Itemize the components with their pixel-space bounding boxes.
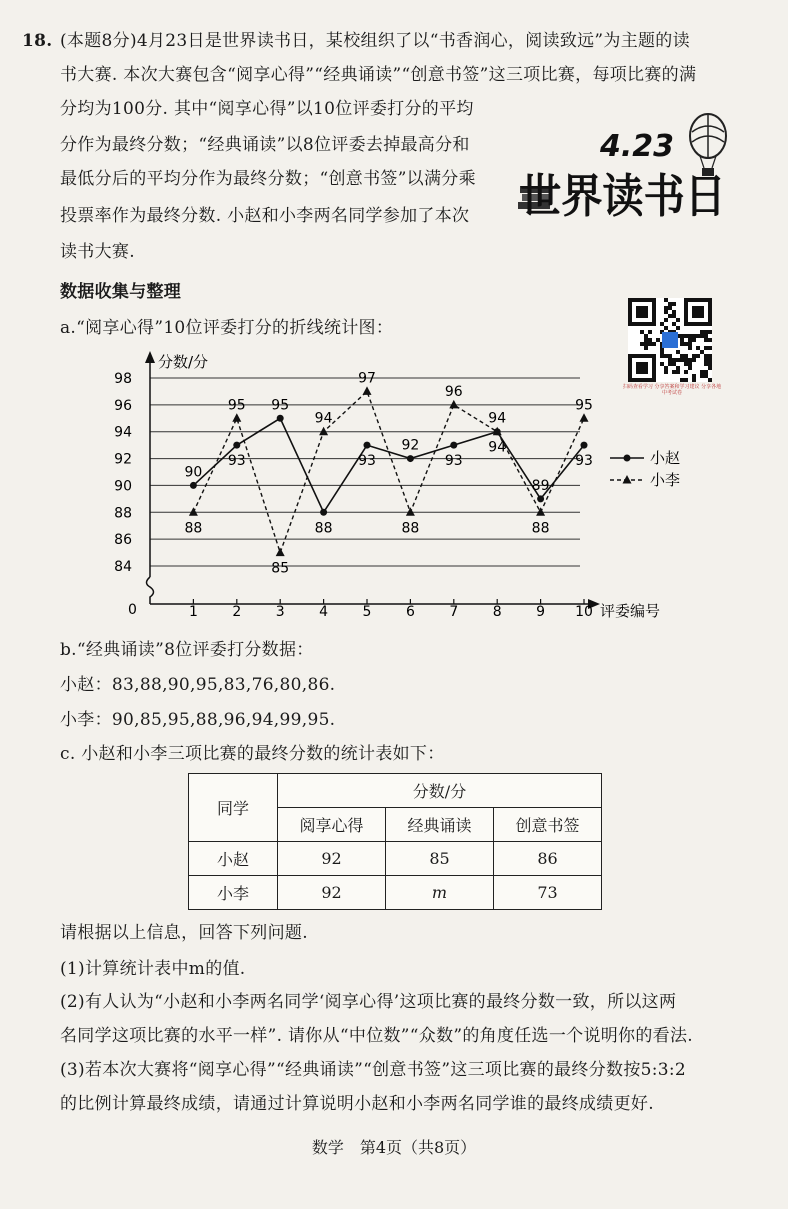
point-li	[276, 548, 285, 557]
qr-module	[704, 338, 708, 342]
qr-module	[680, 334, 684, 338]
point-li	[363, 386, 372, 395]
qr-module	[708, 346, 712, 350]
question-3-line-1: (3)若本次大赛将“阅享心得”“经典诵读”“创意书签”这三项比赛的最终分数按5:3:2	[60, 1060, 687, 1080]
data-label-li: 85	[271, 560, 290, 577]
data-label-zhao: 94	[488, 410, 507, 427]
qr-module	[708, 330, 712, 334]
score-cell: m	[386, 876, 494, 910]
point-zhao	[320, 509, 327, 516]
data-label-zhao: 93	[575, 453, 593, 470]
part-b-zhao-scores: 小赵：83,88,90,95,83,76,80,86.	[60, 675, 336, 695]
point-li	[580, 413, 589, 422]
point-zhao	[277, 415, 284, 422]
questions-prompt: 请根据以上信息，回答下列问题.	[60, 923, 308, 943]
intro-line-6: 投票率作为最终分数. 小赵和小李两名同学参加了本次	[60, 206, 470, 226]
data-label-li: 95	[227, 397, 246, 414]
page-footer: 数学 第4页（共8页）	[311, 1138, 477, 1157]
axis-break	[147, 577, 154, 604]
y-axis-label: 分数/分	[158, 353, 209, 371]
point-li	[319, 427, 328, 436]
qr-module	[680, 338, 684, 342]
part-b-li-scores: 小李：90,85,95,88,96,94,99,95.	[60, 710, 336, 730]
intro-line-4: 分作为最终分数；“经典诵读”以8位评委去掉最高分和	[60, 135, 470, 155]
qr-module	[660, 322, 664, 326]
score-table	[188, 773, 602, 910]
score-cell: 85	[386, 842, 494, 876]
qr-module	[644, 338, 648, 342]
point-zhao	[364, 442, 371, 449]
y-axis-arrow	[145, 351, 155, 363]
y-tick-label: 98	[114, 371, 132, 387]
group-header-cell: 分数/分	[278, 774, 602, 808]
student-name-cell: 小李	[189, 876, 278, 910]
point-zhao	[407, 455, 414, 462]
qr-module	[704, 346, 708, 350]
data-label-zhao: 90	[184, 464, 203, 481]
qr-module	[708, 362, 712, 366]
point-zhao	[450, 442, 457, 449]
legend-label-li: 小李	[650, 471, 681, 489]
qr-module	[692, 338, 696, 342]
part-b-title: b.“经典诵读”8位评委打分数据：	[60, 640, 314, 660]
y-tick-label: 94	[114, 424, 132, 441]
student-name-cell: 小赵	[189, 842, 278, 876]
data-label-zhao: 93	[444, 453, 463, 470]
qr-module	[700, 334, 704, 338]
data-label-li: 88	[401, 520, 420, 537]
x-tick-label: 9	[536, 604, 546, 620]
data-label-zhao: 89	[531, 477, 550, 494]
qr-module	[672, 310, 676, 314]
qr-module	[700, 330, 704, 334]
qr-module	[648, 330, 652, 334]
question-1: (1)计算统计表中m的值.	[60, 959, 246, 979]
question-3-line-2: 的比例计算最终成绩，请通过计算说明小赵和小李两名同学谁的最终成绩更好.	[60, 1094, 654, 1114]
part-a-title: a.“阅享心得”10位评委打分的折线统计图：	[60, 318, 394, 338]
y-tick-label: 90	[114, 478, 132, 495]
score-cell: 86	[494, 842, 602, 876]
legend-label-zhao: 小赵	[650, 449, 681, 467]
score-cell: 92	[278, 876, 386, 910]
qr-module	[700, 350, 704, 354]
origin-label: 0	[128, 602, 137, 618]
data-label-li: 88	[184, 520, 203, 537]
qr-module	[676, 326, 680, 330]
qr-module	[644, 334, 648, 338]
point-li	[189, 507, 198, 516]
series-line-li	[193, 391, 584, 552]
qr-module	[700, 374, 704, 378]
qr-module	[648, 338, 652, 342]
y-tick-label: 88	[114, 505, 132, 522]
qr-module	[672, 322, 676, 326]
series-line-zhao	[193, 418, 584, 512]
x-tick-label: 8	[492, 604, 502, 620]
qr-module	[664, 306, 668, 310]
qr-module	[708, 338, 712, 342]
qr-module	[664, 310, 668, 314]
data-label-zhao: 92	[401, 437, 420, 454]
x-tick-label: 4	[319, 604, 329, 620]
point-zhao	[233, 442, 240, 449]
part-c-title: c. 小赵和小李三项比赛的最终分数的统计表如下：	[60, 744, 445, 764]
y-tick-label: 86	[114, 532, 132, 549]
point-zhao	[190, 482, 197, 489]
question-number: 18.	[22, 31, 53, 51]
qr-finder	[636, 306, 648, 318]
question-2-line-2: 名同学这项比赛的水平一样”. 请你从“中位数”“众数”的角度任选一个说明你的看法.	[60, 1026, 693, 1046]
legend-marker-li	[623, 475, 632, 484]
qr-module	[684, 334, 688, 338]
data-label-li: 95	[575, 397, 593, 414]
qr-module	[668, 306, 672, 310]
qr-module	[704, 362, 708, 366]
qr-module	[664, 318, 668, 322]
legend-marker-zhao	[624, 455, 631, 462]
qr-module	[688, 334, 692, 338]
intro-line-3: 分均为100分. 其中“阅享心得”以10位评委打分的平均	[60, 99, 474, 119]
qr-module	[640, 330, 644, 334]
qr-finder	[692, 306, 704, 318]
qr-module	[668, 302, 672, 306]
x-tick-label: 3	[275, 604, 285, 620]
data-label-zhao: 93	[227, 453, 246, 470]
x-tick-label: 7	[449, 604, 459, 620]
point-li	[406, 507, 415, 516]
x-axis-label: 评委编号	[600, 602, 661, 620]
column-header-cell: 阅享心得	[278, 808, 386, 842]
column-header-cell: 经典诵读	[386, 808, 494, 842]
data-label-zhao: 95	[271, 397, 290, 414]
qr-module	[672, 314, 676, 318]
qr-module	[704, 330, 708, 334]
poster-title: 世界读书日	[520, 169, 726, 223]
table-row	[189, 842, 602, 876]
qr-module	[704, 358, 708, 362]
data-label-li: 97	[358, 370, 376, 387]
score-cell: 73	[494, 876, 602, 910]
world-book-day-poster	[512, 108, 734, 228]
qr-module	[676, 318, 680, 322]
line-chart	[100, 345, 700, 635]
point-li	[232, 413, 241, 422]
point-zhao	[537, 495, 544, 502]
qr-module	[708, 354, 712, 358]
qr-module	[664, 298, 668, 302]
section-title: 数据收集与整理	[60, 282, 182, 302]
x-tick-label: 2	[232, 604, 242, 620]
qr-module	[668, 314, 672, 318]
qr-module	[704, 334, 708, 338]
qr-module	[696, 334, 700, 338]
point-li	[536, 507, 545, 516]
row-header-cell: 同学	[189, 774, 278, 842]
point-zhao	[494, 428, 501, 435]
x-tick-label: 1	[188, 604, 198, 620]
x-tick-label: 6	[405, 604, 415, 620]
point-zhao	[581, 442, 588, 449]
y-tick-label: 92	[114, 451, 132, 468]
data-label-li: 94	[314, 410, 333, 427]
poster-date: 4.23	[600, 129, 675, 164]
qr-module	[708, 366, 712, 370]
qr-module	[704, 374, 708, 378]
x-tick-label: 10	[575, 604, 593, 620]
question-2-line-1: (2)有人认为“小赵和小李两名同学‘阅享心得’这项比赛的最终分数一致，所以这两	[60, 992, 677, 1012]
qr-module	[688, 338, 692, 342]
qr-module	[704, 370, 708, 374]
qr-module	[708, 378, 712, 382]
y-tick-label: 84	[114, 559, 132, 575]
intro-line-1: (本题8分)4月23日是世界读书日，某校组织了以“书香润心，阅读致远”为主题的读	[60, 31, 690, 51]
qr-module	[704, 354, 708, 358]
qr-module	[700, 370, 704, 374]
qr-module	[692, 334, 696, 338]
score-cell: 92	[278, 842, 386, 876]
intro-line-5: 最低分后的平均分作为最终分数；“创意书签”以满分乘	[60, 169, 476, 189]
x-tick-label: 5	[362, 604, 372, 620]
y-tick-label: 96	[114, 397, 132, 414]
column-header-cell: 创意书签	[494, 808, 602, 842]
qr-module	[656, 338, 660, 342]
intro-line-2: 书大赛. 本次大赛包含“阅享心得”“经典诵读”“创意书签”这三项比赛，每项比赛的满	[60, 65, 697, 85]
data-label-zhao: 88	[314, 520, 333, 537]
data-label-li: 94	[488, 439, 507, 456]
qr-module	[664, 326, 668, 330]
data-label-li: 88	[531, 520, 550, 537]
intro-line-7: 读书大赛.	[60, 242, 135, 262]
table-row	[189, 876, 602, 910]
balloon-icon	[690, 114, 726, 176]
data-label-zhao: 93	[358, 453, 376, 470]
qr-module	[672, 302, 676, 306]
point-li	[449, 400, 458, 409]
qr-module	[708, 358, 712, 362]
data-label-li: 96	[444, 383, 463, 400]
qr-caption: 扫码查看学习 分享答案和学习建议 分享各地中考试卷	[622, 384, 722, 396]
